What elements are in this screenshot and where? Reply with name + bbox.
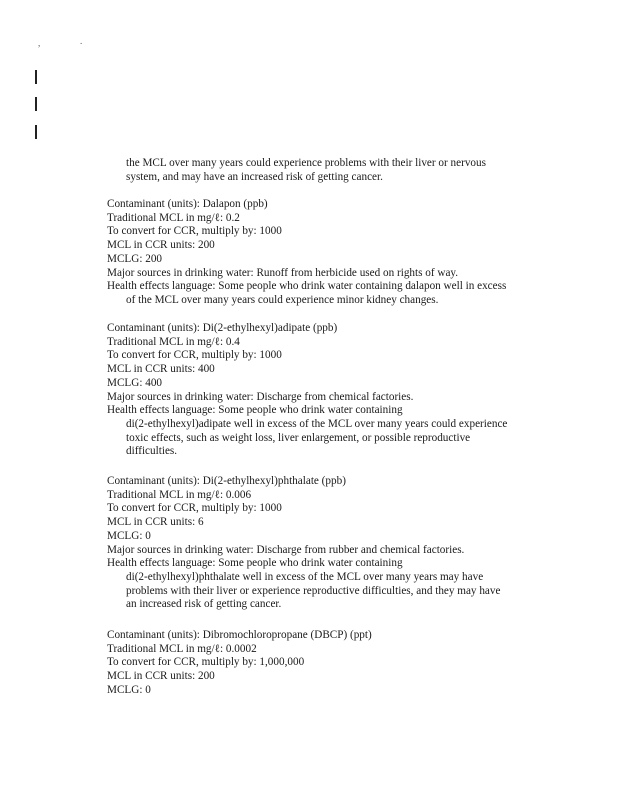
major-sources-line: Major sources in drinking water: Discharge from chemical factories. (107, 390, 414, 403)
contaminant-line: Contaminant (units): Dibromochloropropane (DBCP) (ppt) (107, 629, 372, 641)
contaminant-line: Contaminant (units): Di(2-ethylhexyl)phthalate (ppb) (107, 475, 346, 487)
text-line: system, and may have an increased risk of getting cancer. (126, 170, 383, 183)
contaminant-entry-dbcp (107, 629, 577, 698)
conversion-line: To convert for CCR, multiply by: 1000 (107, 502, 282, 515)
traditional-mcl-line: Traditional MCL in mg/ℓ: 0.2 (107, 211, 240, 224)
contaminant-entry-adipate (107, 322, 577, 459)
scan-speck: . (80, 36, 83, 46)
mclg-line: MCLG: 0 (107, 683, 151, 696)
major-sources-line: Major sources in drinking water: Runoff from herbicide used on rights of way. (107, 266, 459, 279)
health-effects-continuation: problems with their liver or experience reproductive difficulties, and they may have (126, 584, 501, 597)
intro-continuation (126, 157, 486, 184)
health-effects-continuation: difficulties. (126, 445, 178, 458)
major-sources-line: Major sources in drinking water: Discharge from rubber and chemical factories. (107, 543, 465, 556)
traditional-mcl-line: Traditional MCL in mg/ℓ: 0.0002 (107, 642, 257, 655)
mcl-ccr-line: MCL in CCR units: 6 (107, 516, 204, 529)
health-effects-line: Health effects language: Some people who drink water containing (107, 557, 403, 570)
traditional-mcl-line: Traditional MCL in mg/ℓ: 0.006 (107, 488, 252, 501)
mcl-ccr-line: MCL in CCR units: 200 (107, 239, 215, 252)
conversion-line: To convert for CCR, multiply by: 1,000,000 (107, 656, 305, 669)
conversion-line: To convert for CCR, multiply by: 1000 (107, 225, 282, 238)
mcl-ccr-line: MCL in CCR units: 200 (107, 670, 215, 683)
text-line: the MCL over many years could experience problems with their liver or nervous (126, 157, 486, 169)
health-effects-continuation: di(2-ethylhexyl)adipate well in excess of the MCL over many years could experience (126, 417, 508, 430)
change-bar (35, 70, 37, 84)
change-bar (35, 97, 37, 111)
contaminant-line: Contaminant (units): Dalapon (ppb) (107, 198, 268, 210)
health-effects-continuation: of the MCL over many years could experience minor kidney changes. (126, 293, 439, 306)
health-effects-continuation: an increased risk of getting cancer. (126, 598, 282, 611)
health-effects-continuation: di(2-ethylhexyl)phthalate well in excess of the MCL over many years may have (126, 570, 484, 583)
mclg-line: MCLG: 400 (107, 376, 163, 389)
mcl-ccr-line: MCL in CCR units: 400 (107, 363, 215, 376)
mclg-line: MCLG: 0 (107, 529, 151, 542)
mclg-line: MCLG: 200 (107, 252, 163, 265)
conversion-line: To convert for CCR, multiply by: 1000 (107, 349, 282, 362)
contaminant-entry-dalapon (107, 198, 577, 308)
change-bar (35, 125, 37, 139)
health-effects-line: Health effects language: Some people who drink water containing dalapon well in excess (107, 280, 507, 293)
health-effects-line: Health effects language: Some people who drink water containing (107, 404, 403, 417)
contaminant-line: Contaminant (units): Di(2-ethylhexyl)adipate (ppb) (107, 322, 338, 334)
scan-speck: , (38, 38, 41, 48)
health-effects-continuation: toxic effects, such as weight loss, liver enlargement, or possible reproductive (126, 431, 471, 444)
contaminant-entry-phthalate (107, 475, 577, 612)
traditional-mcl-line: Traditional MCL in mg/ℓ: 0.4 (107, 335, 240, 348)
